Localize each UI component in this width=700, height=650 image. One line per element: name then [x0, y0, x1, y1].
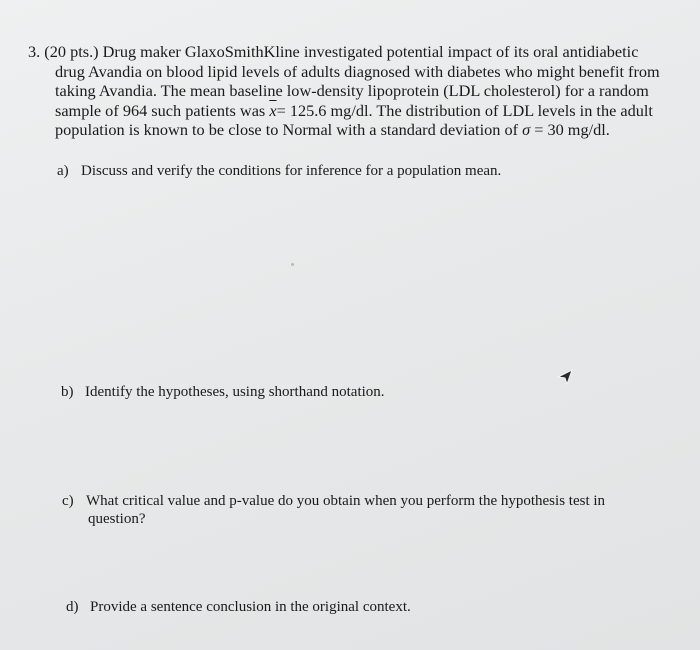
part-c-text: What critical value and p-value do you obtain when you perform the hypothesis test in — [86, 493, 606, 509]
question-line-5-pre: population is known to be close to Normal with a standard deviation of — [55, 120, 523, 139]
part-c-text-continued: question? — [88, 511, 146, 527]
part-d — [66, 598, 411, 616]
sigma-symbol: σ — [522, 120, 531, 139]
question-line-4 — [28, 101, 678, 121]
question-number: 3. — [28, 42, 41, 61]
part-a-text: Discuss and verify the conditions for inference for a population mean. — [81, 163, 502, 179]
question-line-5 — [28, 120, 678, 140]
part-c-letter: c) — [62, 493, 74, 509]
question-line-3: taking Avandia. The mean baseline low-density lipoprotein (LDL cholesterol) for a random — [55, 81, 649, 100]
question-line-1: Drug maker GlaxoSmithKline investigated potential impact of its oral antidiabetic — [102, 42, 639, 61]
part-b-text: Identify the hypotheses, using shorthand notation. — [85, 384, 385, 400]
question-line-4-pre: sample of 964 such patients was — [55, 100, 270, 120]
part-a — [57, 162, 501, 180]
question-first-line — [28, 42, 678, 62]
part-c — [62, 492, 605, 528]
question-line-5-post: = 30 mg/dl. — [530, 120, 610, 139]
mouse-pointer-icon — [556, 368, 574, 386]
part-a-letter: a) — [57, 163, 69, 179]
paper-speck — [291, 263, 294, 266]
question-3-prompt — [28, 42, 678, 140]
question-line-4-post: = 125.6 mg/dl. The distribution of LDL levels in the adult — [276, 100, 653, 120]
part-d-text: Provide a sentence conclusion in the original context. — [90, 599, 411, 615]
question-points: (20 pts.) — [44, 42, 99, 61]
part-b-letter: b) — [61, 384, 74, 400]
part-b — [61, 383, 385, 401]
question-line-2: drug Avandia on blood lipid levels of adults diagnosed with diabetes who might benefit from — [55, 61, 660, 81]
part-d-letter: d) — [66, 599, 79, 615]
sample-mean-symbol: $\overline{x}$ — [269, 100, 277, 120]
